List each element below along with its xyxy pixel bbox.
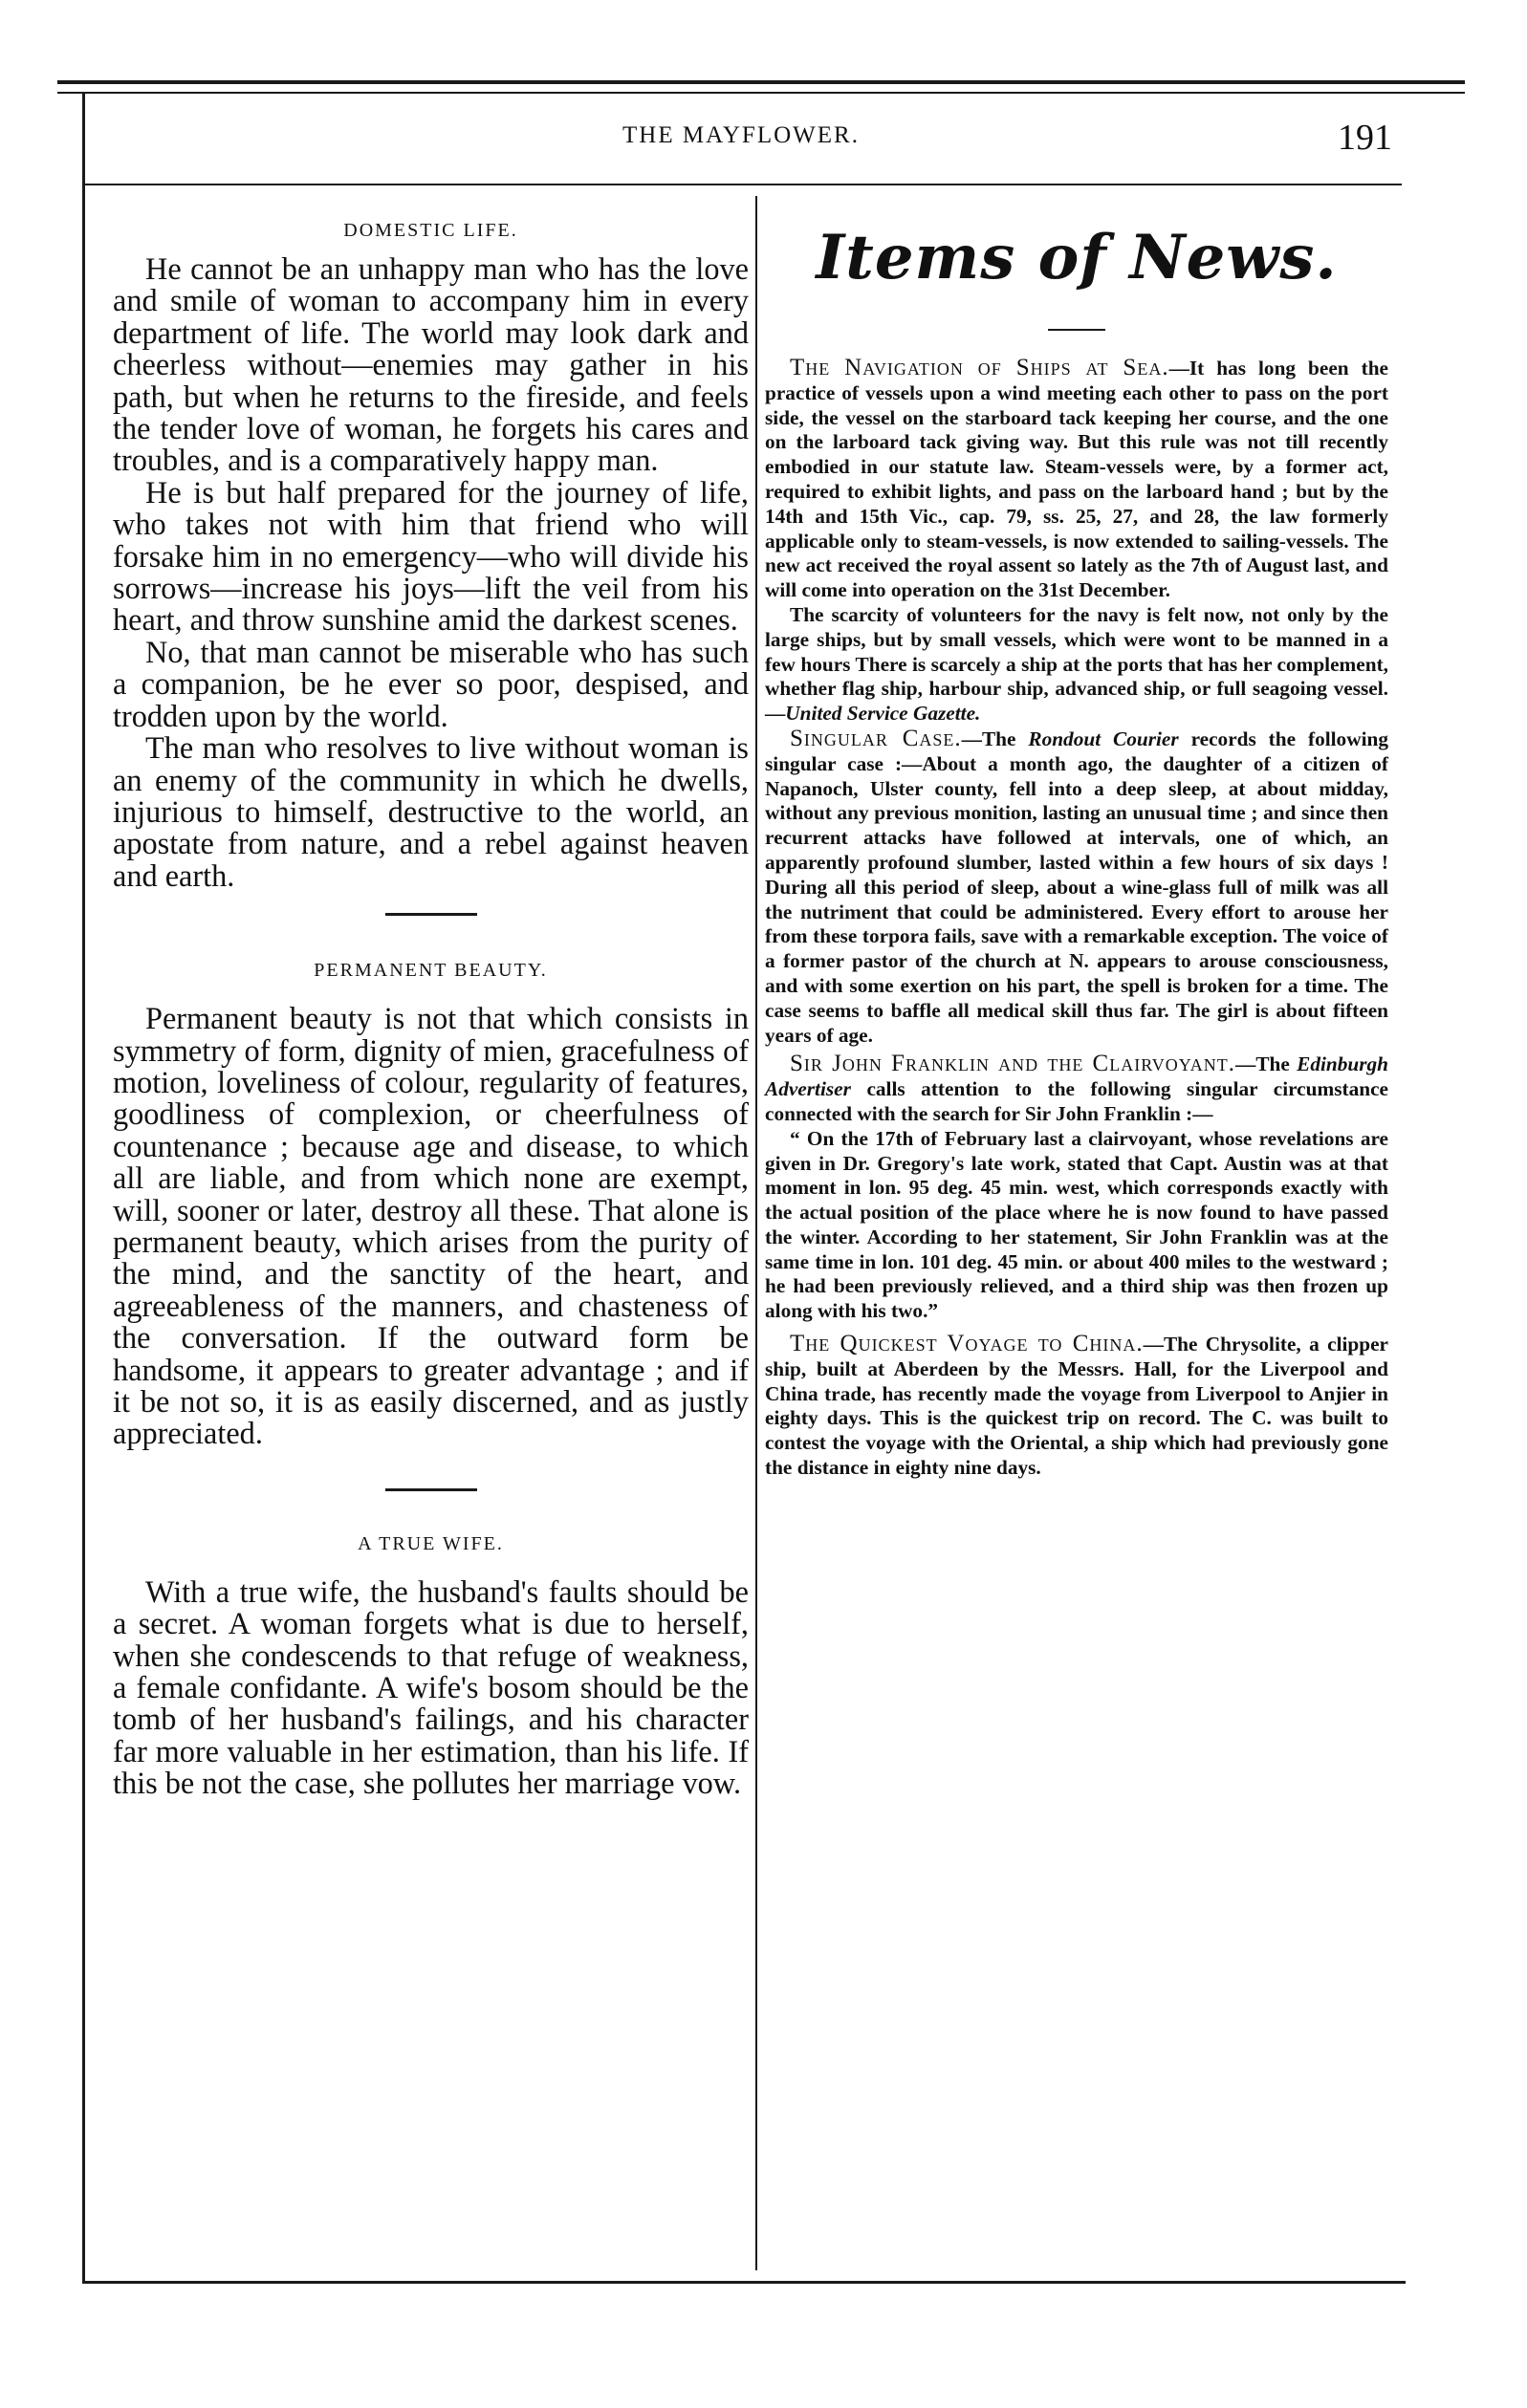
- bottom-rule: [82, 2281, 1406, 2284]
- singular-case-paper: Rondout Courier: [1028, 727, 1179, 750]
- permanent-beauty-heading: PERMANENT BEAUTY.: [314, 960, 548, 982]
- header-rule: [82, 184, 1402, 185]
- franklin-paragraph: [765, 1052, 1388, 1126]
- items-of-news-title: Items of News.: [816, 222, 1338, 293]
- true-wife-heading: A TRUE WIFE.: [358, 1532, 504, 1554]
- navigation-text: —It has long been the practice of vessels upon a wind meeting each other to pass on the port side, the vessel on the starboard tack keeping her course, and the one on the larboard tack giving way. But this rule was not till recently embodied in our statute law. Steam-vessels were, by a former act, required to exhibit lights, and pass on the larboard hand ; but by the 14th and 15th Vic., cap. 79, ss. 25, 27, and 28, the law formerly applicable only to steam-vessels, is now extended to sailing-vessels. The new act received the royal assent so lately as the 7th of August last, and will come into operation on the 31st December.: [765, 357, 1389, 602]
- franklin-text: calls attention to the following singular circumstance connected with the search for Sir John Franklin :—: [765, 1077, 1388, 1125]
- domestic-life-paragraph-4: The man who resolves to live without woman is an enemy of the community in which he dwells, injurious to himself, destructive to the world, an apostate from nature, and a rebel against heaven and earth.: [113, 730, 749, 893]
- navigation-lead: The Navigation of Ships at Sea.: [790, 355, 1169, 380]
- domestic-life-paragraph-1: He cannot be an unhappy man who has the love and smile of woman to accompany him in every department of life. The world may look dark and cheerless without—enemies may gather in his path, but when he returns to the fireside, and feels the tender love of woman, he forgets his cares and troubles, and is a comparatively happy man.: [113, 251, 749, 478]
- china-voyage-text: —The Chrysolite, a clipper ship, built at Aberdeen by the Messrs. Hall, for the Liverpool and China trade, has recently made the voyage from Liverpool to Anjier in eighty days. This is the quickest trip on record. The C. was built to contest the voyage with the Oriental, a ship which had previously gone the distance in eighty nine days.: [765, 1333, 1388, 1480]
- page-number: 191: [1338, 118, 1392, 158]
- singular-case-pre: —The: [961, 727, 1029, 750]
- navigation-text-2: The scarcity of volunteers for the navy is felt now, not only by the large ships, but by small vessels, which were wont to be manned in a few hours There is scarcely a ship at the ports that has her complement, whether flag ship, harbour ship, advanced ship, or full seagoing vessel.—: [765, 602, 1388, 726]
- permanent-beauty-paragraph: Permanent beauty is not that which consists in symmetry of form, dignity of mien, gracefulness of motion, loveliness of colour, regularity of features, goodliness of complexion, or cheerfulness of countenance ; because age and disease, to which all are liable, and from which none are exempt, will, sooner or later, destroy all these. That alone is permanent beauty, which arises from the purity of the mind, and the sanctity of the heart, and agreeableness of the manners, and chasteness of the conversation. If the outward form be handsome, it appears to greater advantage ; and if it be not so, it is as easily discerned, and as justly appreciated.: [113, 1001, 749, 1451]
- franklin-paper: Edinburgh Advertiser: [765, 1052, 1389, 1101]
- franklin-quote: “ On the 17th of February last a clairvoyant, whose revelations are given in Dr. Gregory's late work, stated that Capt. Austin was at that moment in lon. 95 deg. 45 min. west, which corresponds exactly with the actual position of the place where he is now found to have passed the winter. According to her statement, Sir John Franklin was at the same time in lon. 101 deg. 45 min. or about 400 miles to the westward ; he had been previously relieved, and a third ship was then frozen up along with his two.”: [765, 1126, 1388, 1323]
- running-title: THE MAYFLOWER.: [622, 122, 860, 148]
- navigation-paragraph-2: [765, 603, 1388, 727]
- china-voyage-lead: The Quickest Voyage to China.: [790, 1331, 1144, 1357]
- right-column: [765, 220, 1388, 1481]
- left-frame-rule: [82, 92, 85, 2281]
- running-header: [86, 118, 1396, 161]
- top-inner-rule: [57, 92, 1465, 94]
- china-voyage-paragraph: [765, 1332, 1388, 1481]
- navigation-source: United Service Gazette.: [785, 702, 981, 726]
- column-rule: [755, 196, 757, 2270]
- singular-case-paragraph: [765, 727, 1388, 1048]
- domestic-life-paragraph-3: No, that man cannot be miserable who has such a companion, be he ever so poor, despised, and trodden upon by the world.: [113, 634, 749, 733]
- top-outer-rule: [57, 80, 1465, 84]
- navigation-paragraph-1: [765, 356, 1388, 603]
- true-wife-paragraph: With a true wife, the husband's faults should be a secret. A woman forgets what is due to herself, when she condescends to that refuge of weakness, a female confidante. A wife's bosom should be the tomb of her husband's failings, and his character far more valuable in her estimation, than his life. If this be not the case, she pollutes her marriage vow.: [113, 1573, 749, 1801]
- domestic-life-heading: DOMESTIC LIFE.: [343, 220, 518, 241]
- franklin-pre: —The: [1235, 1052, 1298, 1076]
- singular-case-lead: Singular Case.: [790, 725, 962, 751]
- left-column: [113, 220, 749, 1800]
- franklin-lead: Sir John Franklin and the Clairvoyant.: [790, 1051, 1236, 1077]
- domestic-life-paragraph-2: He is but half prepared for the journey of life, who takes not with him that friend who will forsake him in no emergency—who will divide his sorrows—increase his joys—lift the veil from his heart, and throw sunshine amid the darkest scenes.: [113, 474, 749, 638]
- singular-case-text: records the following singular case :—About a month ago, the daughter of a citizen of Napanoch, Ulster county, fell into a deep sleep, at about midday, without any previous monition, lasting an unusual time ; and since then recurrent attacks have followed at intervals, one of which, an apparently profound slumber, lasted within a few hours of six days ! During all this period of sleep, about a wine-glass full of milk was all the nutriment that could be administered. Every effort to arouse her from these torpora fails, save with a remarkable exception. The voice of a former pastor of the church at N. appears to arouse consciousness, and with some exertion on his part, the spell is broken for a time. The case seems to baffle all medical skill thus far. The girl is about fifteen years of age.: [765, 727, 1388, 1047]
